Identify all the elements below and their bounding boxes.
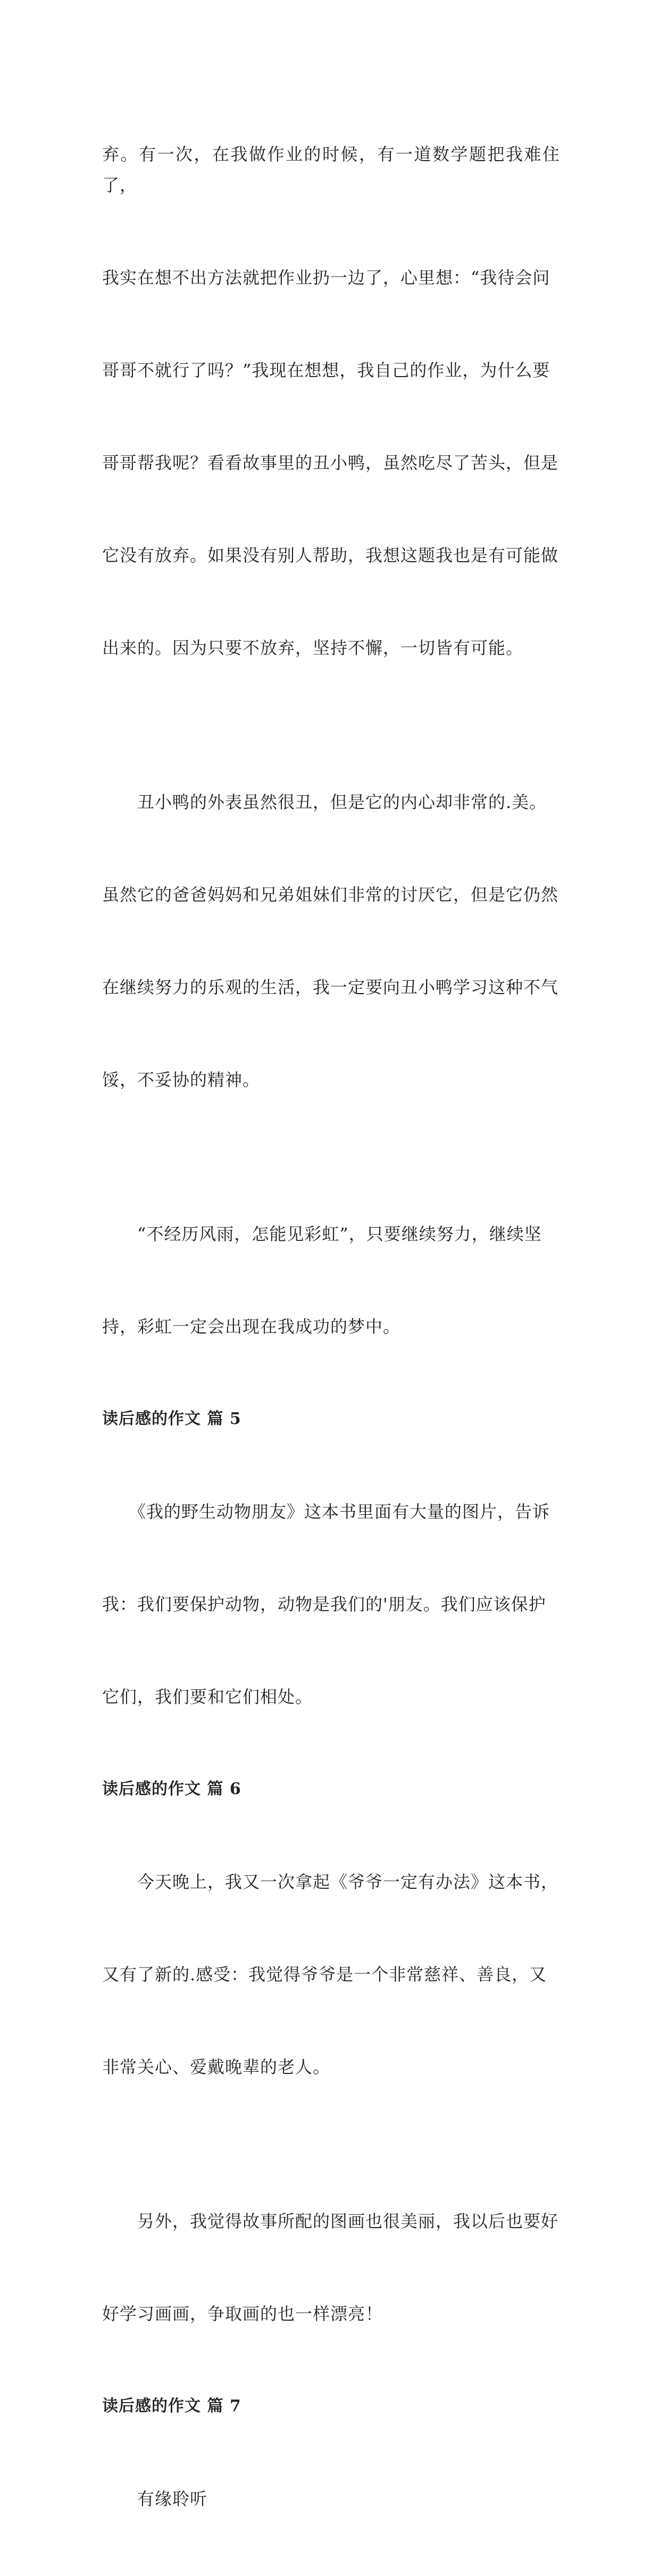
paragraph — [102, 1805, 560, 2144]
section-heading: 读后感的作文 篇 5 — [102, 1410, 241, 1428]
text-line: 我实在想不出方法就把作业扔一边了，心里想：“我待会问 — [102, 268, 550, 288]
text-line: 在继续努力的乐观的生活，我一定要向丑小鸭学习这种不气 — [102, 977, 559, 997]
text-line: 馁，不妥协的精神。 — [102, 1070, 261, 1090]
text-line: 我：我们要保护动物，动物是我们的'朋友。我们应该保护 — [102, 1594, 546, 1614]
text-line: 哥哥帮我呢？看看故事里的丑小鸭，虽然吃尽了苦头，但是 — [102, 453, 559, 473]
text-line: 有缘聆听 — [102, 2489, 208, 2509]
text-line: 它们，我们要和它们相处。 — [102, 1687, 313, 1707]
text-line: 它没有放弃。如果没有别人帮助，我想这题我也是有可能做 — [102, 545, 559, 565]
paragraph — [102, 1435, 560, 1774]
paragraph — [102, 725, 560, 1157]
text-line: 又有了新的.感受：我觉得爷爷是一个非常慈祥、善良，又 — [102, 1964, 547, 1985]
text-line: 非常关心、爱戴晚辈的老人。 — [102, 2057, 331, 2077]
paragraph — [102, 77, 560, 725]
text-line: 另外，我觉得故事所配的图画也很美丽，我以后也要好 — [102, 2211, 559, 2231]
text-line: “不经历风雨，怎能见彩虹”，只要继续努力，继续坚 — [102, 1224, 542, 1244]
text-line: 持，彩虹一定会出现在我成功的梦中。 — [102, 1316, 401, 1337]
paragraph — [102, 1157, 560, 1404]
text-line: 《我的野生动物朋友》这本书里面有大量的图片，告诉 — [102, 1502, 550, 1522]
section-heading: 读后感的作文 篇 7 — [102, 2397, 241, 2415]
paragraph — [102, 2422, 560, 2576]
text-line: 丑小鸭的外表虽然很丑，但是它的内心却非常的.美。 — [102, 792, 547, 812]
paragraph — [102, 2144, 560, 2391]
text-line: 好学习画画，争取画的也一样漂亮！ — [102, 2304, 383, 2324]
text-line: 出来的。因为只要不放弃，坚持不懈，一切皆有可能。 — [102, 638, 524, 658]
section-heading: 读后感的作文 篇 6 — [102, 1780, 241, 1798]
text-line: 哥哥不就行了吗？”我现在想想，我自己的作业，为什么要 — [102, 360, 550, 380]
text-line: 今天晚上，我又一次拿起《爷爷一定有办法》这本书， — [102, 1872, 559, 1892]
text-line: 弃。有一次，在我做作业的时候，有一道数学题把我难住了， — [102, 144, 560, 195]
text-line: 虽然它的爸爸妈妈和兄弟姐妹们非常的讨厌它，但是它仍然 — [102, 885, 559, 905]
